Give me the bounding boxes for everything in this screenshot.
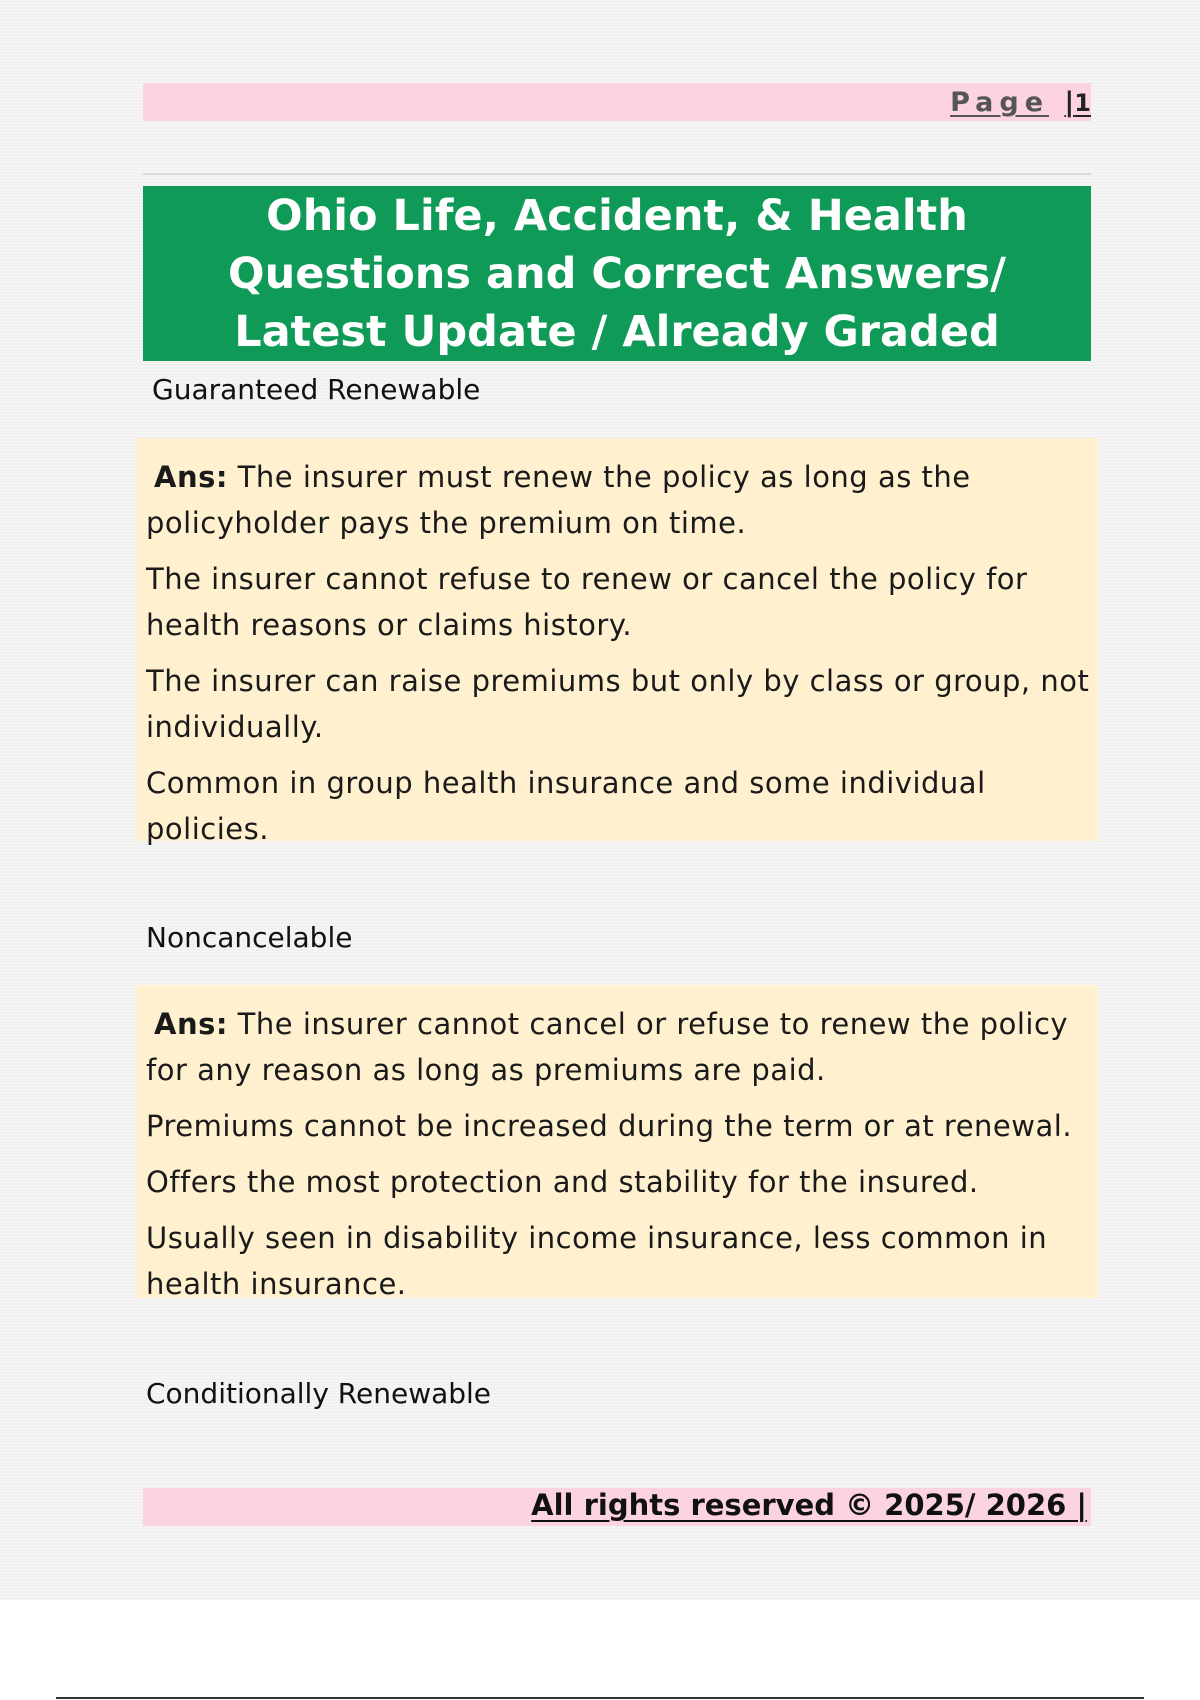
answer-line: The insurer can raise premiums but only by class or group, not individually.	[146, 664, 1090, 744]
question-2: Noncancelable	[146, 921, 353, 954]
page-number	[950, 87, 1091, 118]
question-1: Guaranteed Renewable	[152, 373, 481, 406]
page-separator: |	[1064, 87, 1075, 118]
copyright-notice: All rights reserved © 2025/ 2026 |	[531, 1488, 1087, 1522]
answer-text: The insurer cannot cancel or refuse to renew the policy for any reason as long as premiums are paid.	[146, 1007, 1069, 1087]
answer-label: Ans:	[154, 460, 228, 494]
title-banner	[143, 186, 1091, 361]
page-number-value: 1	[1074, 89, 1091, 117]
answer-line	[146, 454, 1090, 546]
page-word: Page	[950, 87, 1050, 118]
answer-line: Usually seen in disability income insurance, less common in health insurance.	[146, 1221, 1048, 1301]
answer-line: Common in group health insurance and some individual policies.	[146, 766, 986, 846]
answer-line: Offers the most protection and stability for the insured.	[146, 1165, 979, 1199]
answer-box-1	[136, 438, 1098, 846]
answer-line: The insurer cannot refuse to renew or cancel the policy for health reasons or claims history.	[146, 562, 1028, 642]
page-header	[143, 83, 1091, 121]
question-3: Conditionally Renewable	[146, 1377, 492, 1410]
answer-box-2	[136, 985, 1098, 1301]
answer-line	[146, 1001, 1090, 1093]
answer-line: Premiums cannot be increased during the term or at renewal.	[146, 1109, 1073, 1143]
document-title: Ohio Life, Accident, & Health Questions and Correct Answers/ Latest Update / Already Graded	[228, 190, 1006, 357]
answer-label: Ans:	[154, 1007, 228, 1041]
header-divider	[143, 173, 1091, 175]
next-page-divider	[56, 1697, 1144, 1699]
answer-text: The insurer must renew the policy as long as the policyholder pays the premium on time.	[146, 460, 971, 540]
page-footer	[143, 1488, 1091, 1526]
